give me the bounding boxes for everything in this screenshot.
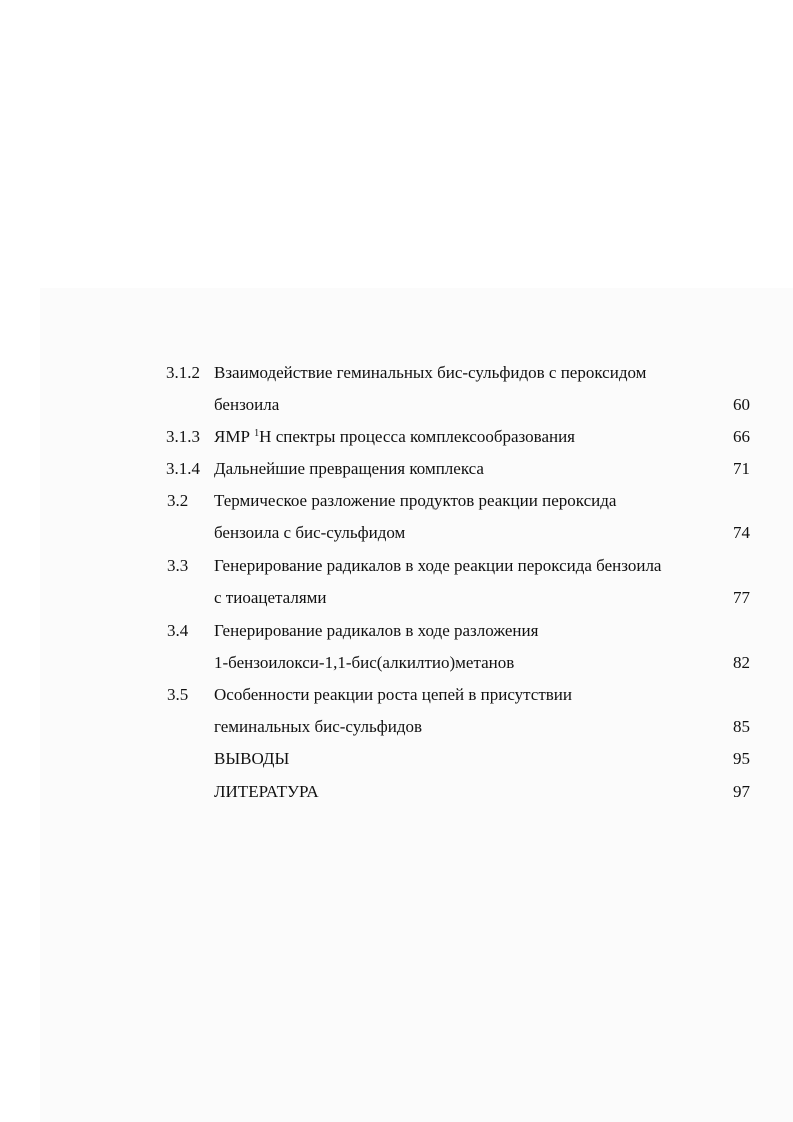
toc-entry-3-3-page: 77: [733, 588, 750, 607]
toc-entry-3-3-title-line2: с тиоацеталями: [214, 588, 327, 607]
toc-entry-3-1-2-page: 60: [733, 395, 750, 414]
toc-entry-3-1-2-title-line2: бензоила: [214, 395, 280, 414]
toc-entry-3-2-page: 74: [733, 523, 750, 542]
toc-entry-3-5-title-line2: геминальных бис-сульфидов: [214, 717, 423, 736]
toc-entry-3-1-2-number: 3.1.2: [166, 363, 200, 382]
toc-entry-3-2-title-line2: бензоила с бис-сульфидом: [214, 523, 406, 542]
toc-entry-3-1-2-title-line1: Взаимодействие геминальных бис-сульфидов с пероксидом: [214, 363, 647, 382]
toc-entry-3-1-4-page: 71: [733, 459, 750, 478]
toc-entry-3-1-3-text-before: ЯМР: [214, 427, 255, 446]
toc-entry-3-1-4-title: Дальнейшие превращения комплекса: [214, 459, 484, 478]
toc-entry-conclusions-page: 95: [733, 749, 750, 768]
toc-entry-3-1-3-title: [214, 426, 575, 448]
toc-entry-3-2-number: 3.2: [167, 491, 189, 510]
toc-entry-3-4-page: 82: [733, 653, 750, 672]
toc-entry-references-page: 97: [733, 782, 750, 801]
toc-entry-3-1-3-text-after: Н спектры процесса комплексообразования: [259, 427, 575, 446]
toc-entry-3-3-number: 3.3: [167, 556, 189, 575]
toc-entry-3-2-title-line1: Термическое разложение продуктов реакции пероксида: [214, 491, 617, 510]
toc-entry-3-1-3-number: 3.1.3: [166, 427, 200, 446]
toc-entry-3-4-title-line1: Генерирование радикалов в ходе разложения: [214, 621, 539, 640]
toc-entry-3-4-number: 3.4: [167, 621, 189, 640]
toc-entry-3-5-page: 85: [733, 717, 750, 736]
toc-entry-3-4-title-line2: 1-бензоилокси-1,1-бис(алкилтио)метанов: [214, 653, 515, 672]
toc-entry-3-1-4-number: 3.1.4: [166, 459, 200, 478]
toc-entry-3-1-3-superscript: 1: [254, 428, 260, 439]
toc-entry-references-title: ЛИТЕРАТУРА: [214, 782, 319, 801]
toc-entry-3-5-title-line1: Особенности реакции роста цепей в присутствии: [214, 685, 572, 704]
toc-entry-conclusions-title: ВЫВОДЫ: [214, 749, 290, 768]
toc-entry-3-1-3-page: 66: [733, 427, 750, 446]
toc-entry-3-5-number: 3.5: [167, 685, 189, 704]
toc-entry-3-3-title-line1: Генерирование радикалов в ходе реакции пероксида бензоила: [214, 556, 662, 575]
